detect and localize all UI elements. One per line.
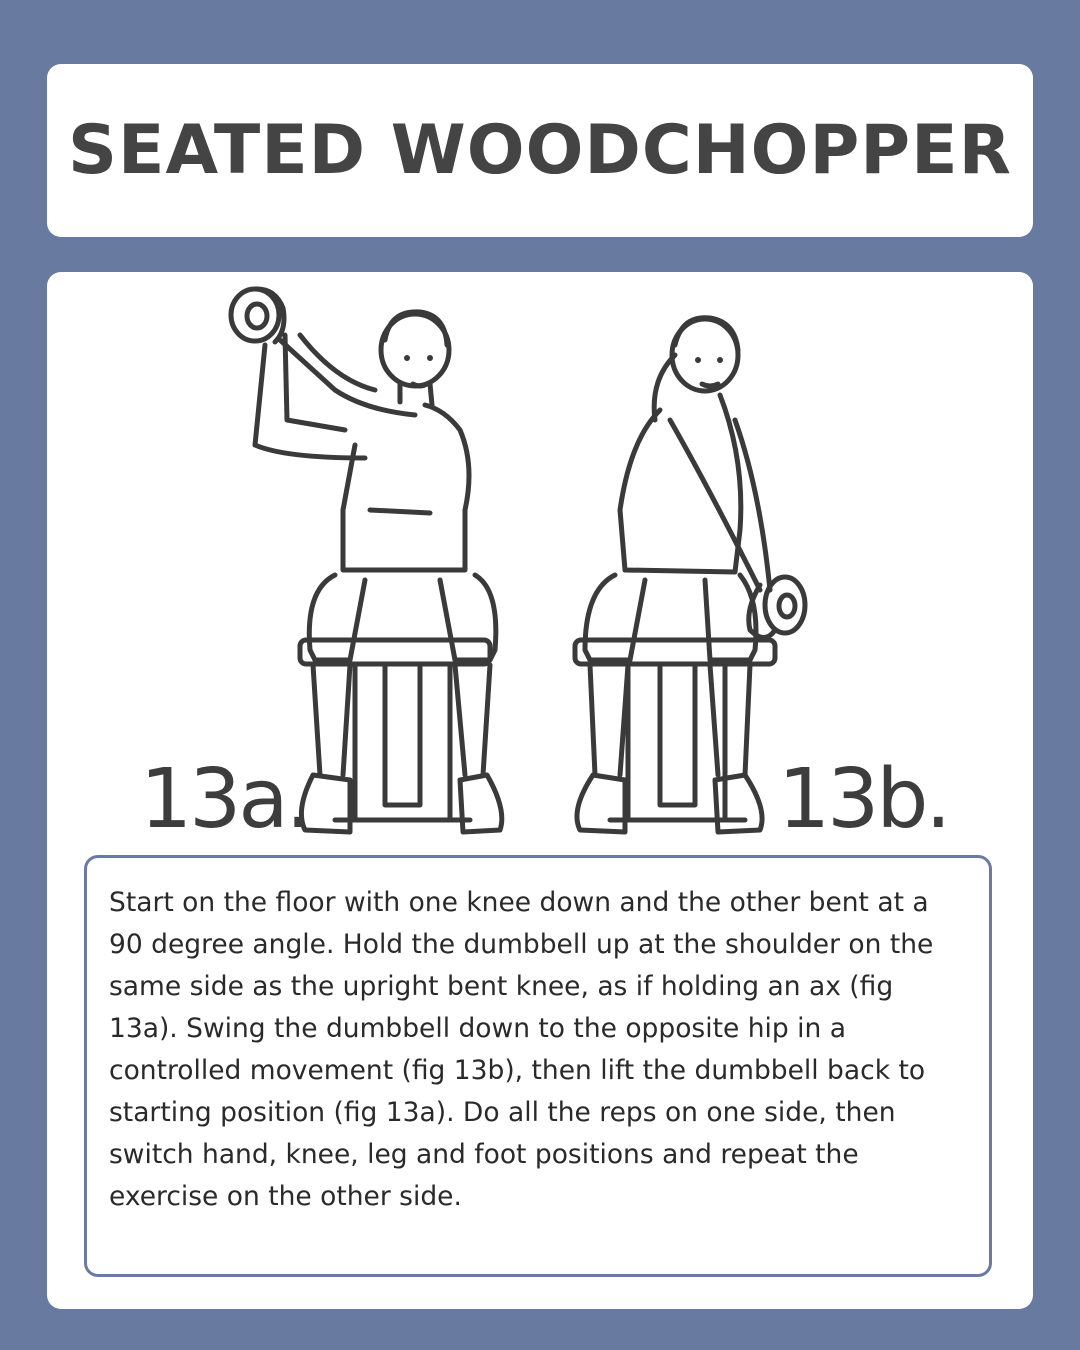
title-card bbox=[47, 64, 1033, 237]
figure-label-13b: 13b. bbox=[778, 752, 949, 847]
page-title: SEATED WOODCHOPPER bbox=[68, 111, 1012, 190]
figure-label-13a: 13a. bbox=[140, 752, 309, 847]
instructions-box bbox=[84, 855, 992, 1277]
instructions-text: Start on the floor with one knee down and the other bent at a 90 degree angle. Hold the dumbbell up at the shoulder on the same side as the upright bent knee, as if holding an ax (fig 13a). Swing the dumbbell down to the opposite hip in a controlled movement (fig 13b), then lift the dumbbell back to starting position (fig 13a). Do all the reps on one side, then switch hand, knee, leg and foot positions and repeat the exercise on the other side. bbox=[109, 887, 934, 1212]
